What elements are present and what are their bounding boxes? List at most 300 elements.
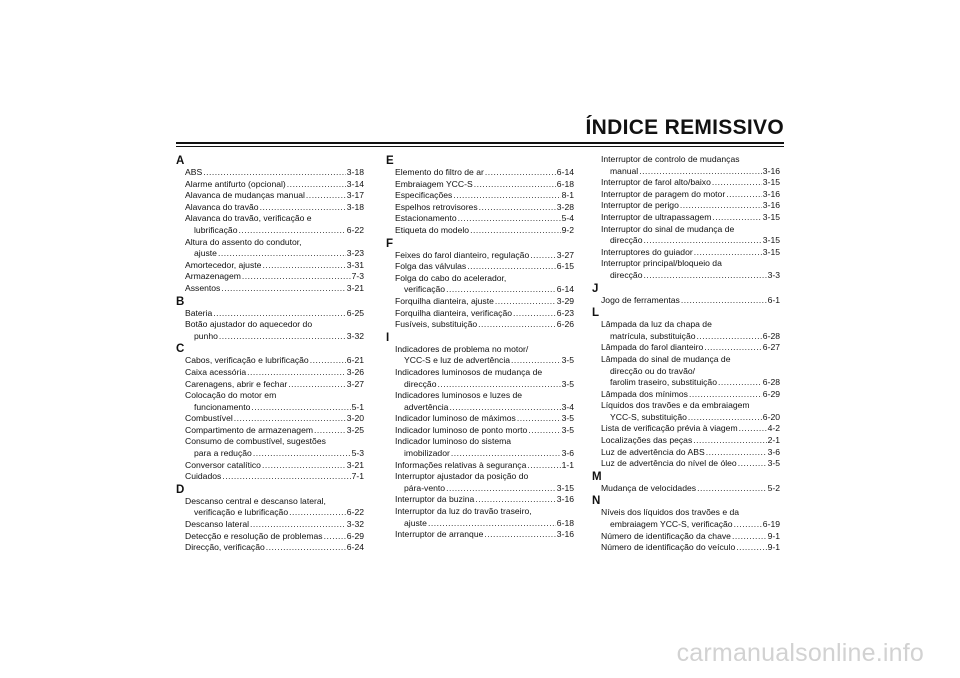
index-entry-text: Mudança de velocidades [601, 482, 697, 493]
dot-leader [428, 518, 556, 530]
dot-leader [446, 483, 556, 495]
dot-leader [453, 190, 560, 202]
index-column-3 [592, 154, 780, 554]
dot-leader [643, 270, 766, 282]
index-entry [386, 367, 574, 390]
index-entry-text: Interruptores do guiador [601, 246, 693, 257]
index-entry [592, 400, 780, 423]
index-entry [592, 295, 780, 307]
index-entry [176, 436, 364, 459]
index-entry-text: Luz de advertência do ABS [601, 446, 705, 457]
index-entry [592, 258, 780, 281]
dot-leader [485, 167, 556, 179]
page-title: ÍNDICE REMISSIVO [585, 116, 784, 139]
index-entry-text: Lâmpada do sinal de mudança de [601, 353, 731, 364]
index-entry [176, 379, 364, 391]
index-entry-text: Indicador luminoso de máximos [395, 413, 516, 424]
index-column-1 [176, 154, 364, 554]
index-entry-text: Folga das válvulas [395, 261, 467, 272]
index-letter: I [386, 331, 390, 344]
index-page-number: 3-28 [556, 201, 574, 212]
index-page-number: 7-1 [351, 471, 364, 482]
index-page-number: 3-14 [346, 178, 364, 189]
index-entry-text: Espelhos retrovisores [395, 201, 478, 212]
index-entry [176, 471, 364, 483]
dot-leader [446, 284, 556, 296]
index-entry [592, 342, 780, 354]
index-page-number: 3-18 [346, 167, 364, 177]
index-letter: L [592, 307, 600, 320]
dot-leader [221, 283, 345, 295]
index-column-2 [386, 154, 574, 541]
index-page-number: 3-26 [346, 366, 364, 377]
index-entry-text: YCC-S e luz de advertência [404, 355, 511, 366]
dot-leader [234, 413, 346, 425]
index-page-number: 3-16 [556, 494, 574, 505]
dot-leader [511, 355, 561, 367]
index-page-number: 3-16 [762, 165, 780, 176]
index-entry [386, 308, 574, 320]
dot-leader [458, 213, 561, 225]
index-entry-text: matrícula, substituição [610, 330, 696, 341]
index-page-number: 9-1 [767, 542, 780, 553]
index-page-number: 3-27 [556, 249, 574, 260]
index-entry-text: Número de identificação da chave [601, 530, 731, 541]
index-entry-text: Interruptor principal/bloqueio da [601, 258, 722, 269]
index-letter: C [176, 343, 185, 356]
index-entry [386, 319, 574, 331]
dot-leader [470, 225, 561, 237]
index-page-number: 3-5 [561, 355, 574, 366]
index-page-number: 3-6 [561, 448, 574, 459]
index-page-number: 6-29 [346, 530, 364, 541]
index-page-number: 3-16 [762, 200, 780, 211]
index-page-number: 3-6 [767, 446, 780, 457]
dot-leader [688, 412, 762, 424]
index-entry [386, 344, 574, 367]
index-entry-text: Elemento do filtro de ar [395, 167, 484, 177]
index-letter: D [176, 483, 185, 496]
index-page-number: 3-15 [762, 211, 780, 222]
index-entry-text: Embraiagem YCC-S [395, 178, 473, 189]
index-page-number: 6-28 [762, 330, 780, 341]
dot-leader [736, 542, 766, 554]
index-entry-text: Especificações [395, 190, 453, 201]
index-entry [592, 542, 780, 554]
index-page-number: 3-15 [762, 235, 780, 246]
index-entry-text: Feixes do farol dianteiro, regulação [395, 249, 530, 260]
index-entry [592, 507, 780, 530]
index-entry [176, 413, 364, 425]
index-entry-text: Descanso central e descanso lateral, [185, 495, 326, 506]
dot-leader [287, 179, 346, 191]
index-entry [386, 494, 574, 506]
dot-leader [712, 212, 761, 224]
index-entry [386, 296, 574, 308]
index-entry-text: Luz de advertência do nível de óleo [601, 458, 737, 469]
dot-leader [704, 342, 762, 354]
index-page-number: 3-21 [346, 282, 364, 293]
dot-leader [262, 260, 345, 272]
index-entry-text: Lâmpada da luz da chapa de [601, 319, 712, 330]
index-entry [592, 177, 780, 189]
dot-leader [734, 519, 762, 531]
index-entry-text: Interruptor de ultrapassagem [601, 211, 712, 222]
index-entry [176, 190, 364, 202]
index-entry-text: Colocação do motor em [185, 390, 277, 401]
index-entry-text: pára-vento [404, 482, 446, 493]
index-page-number: 9-1 [767, 530, 780, 541]
index-entry-text: Folga do cabo do acelerador, [395, 272, 507, 283]
index-page-number: 6-19 [762, 519, 780, 530]
dot-leader [238, 225, 345, 237]
index-entry-text: Lista de verificação prévia à viagem [601, 423, 738, 434]
index-page-number: 3-31 [346, 259, 364, 270]
dot-leader [260, 202, 346, 214]
dot-leader [289, 507, 346, 519]
index-page-number: 3-16 [762, 188, 780, 199]
dot-leader [694, 247, 762, 259]
index-entry-text: Interruptor de controlo de mudanças [601, 154, 740, 164]
dot-leader [250, 519, 346, 531]
index-entry-text: Interruptor da luz do travão traseiro, [395, 506, 532, 517]
index-entry [386, 425, 574, 437]
index-page-number: 3-15 [762, 246, 780, 257]
dot-leader [726, 189, 762, 201]
index-entry [176, 213, 364, 236]
index-entry-text: Detecção e resolução de problemas [185, 530, 323, 541]
index-entry-text: Informações relativas à segurança [395, 459, 527, 470]
index-entry-text: para a redução [194, 448, 252, 459]
dot-leader [527, 460, 560, 472]
dot-leader [643, 235, 761, 247]
index-page-number: 6-14 [556, 284, 574, 295]
index-entry-text: Armazenagem [185, 271, 241, 282]
dot-leader [495, 296, 556, 308]
index-entry [386, 190, 574, 202]
dot-leader [697, 331, 762, 343]
index-entry-text: Compartimento de armazenagem [185, 424, 314, 435]
index-page-number: 5-1 [351, 401, 364, 412]
index-entry [592, 200, 780, 212]
index-entry-text: Carenagens, abrir e fechar [185, 378, 288, 389]
dot-leader [706, 447, 767, 459]
index-entry-text: Conversor catalítico [185, 459, 261, 470]
index-page-number: 3-5 [561, 378, 574, 389]
dot-leader [218, 248, 346, 260]
index-entry-text: direcção [404, 378, 437, 389]
title-rule-thin [176, 146, 784, 147]
index-entry [386, 273, 574, 296]
index-entry-text: Interruptor da buzina [395, 494, 475, 505]
dot-leader [251, 402, 350, 414]
index-entry-text: Indicador luminoso do sistema [395, 436, 512, 447]
index-page-number: 3-32 [346, 519, 364, 530]
dot-leader [528, 425, 560, 437]
index-page-number: 6-22 [346, 507, 364, 518]
dot-leader [739, 423, 767, 435]
index-entry [176, 519, 364, 531]
index-entry-text: Interruptor do sinal de mudança de [601, 223, 735, 234]
index-page-number: 6-29 [762, 388, 780, 399]
dot-leader [639, 166, 762, 178]
index-entry-text: Etiqueta do modelo [395, 224, 470, 235]
index-page-number: 3-16 [556, 529, 574, 540]
index-page-number: 4-2 [767, 423, 780, 434]
index-entry [386, 390, 574, 413]
index-entry [592, 247, 780, 259]
index-entry-text: Cuidados [185, 471, 222, 482]
dot-leader [689, 389, 762, 401]
index-entry-text: Estacionamento [395, 213, 457, 224]
dot-leader [222, 471, 350, 483]
index-entry-text: imobilizador [404, 448, 450, 459]
index-entry-text: Alavanca de mudanças manual [185, 190, 305, 201]
index-letter: A [176, 155, 185, 167]
index-page-number: 2-1 [767, 435, 780, 446]
index-entry-text: advertência [404, 401, 449, 412]
index-entry [176, 425, 364, 437]
dot-leader [475, 494, 555, 506]
index-entry-text: Descanso lateral [185, 519, 250, 530]
dot-leader [310, 355, 346, 367]
index-entry [386, 261, 574, 273]
index-entry [592, 483, 780, 495]
dot-leader [478, 319, 556, 331]
index-entry [176, 531, 364, 543]
index-page-number: 3-32 [346, 330, 364, 341]
index-page-number: 5-2 [767, 482, 780, 493]
dot-leader [712, 177, 762, 189]
index-entry-text: Direcção, verificação [185, 542, 265, 553]
dot-leader [513, 308, 556, 320]
dot-leader [203, 167, 346, 179]
index-entry-text: Lâmpada do farol dianteiro [601, 342, 704, 353]
index-page-number: 7-3 [351, 271, 364, 282]
index-page-number: 3-29 [556, 295, 574, 306]
dot-leader [681, 295, 767, 307]
index-page-number: 6-28 [762, 377, 780, 388]
index-page-number: 3-17 [346, 190, 364, 201]
index-entry-text: ajuste [194, 248, 217, 259]
index-entry-text: Forquilha dianteira, verificação [395, 307, 513, 318]
dot-leader [324, 531, 346, 543]
index-page-number: 6-18 [556, 178, 574, 189]
index-entry [176, 179, 364, 191]
index-page-number: 3-3 [767, 269, 780, 280]
index-entry [386, 179, 574, 191]
index-entry [176, 167, 364, 179]
index-page-number: 6-20 [762, 411, 780, 422]
index-entry [592, 447, 780, 459]
index-entry-text: Lâmpada dos mínimos [601, 388, 688, 399]
index-page-number: 9-2 [561, 224, 574, 235]
index-entry [592, 531, 780, 543]
index-entry-text: Alarme antifurto (opcional) [185, 178, 286, 189]
index-entry [592, 389, 780, 401]
index-entry [176, 542, 364, 554]
index-entry [592, 319, 780, 342]
index-page-number: 3-5 [767, 458, 780, 469]
index-page-number: 3-18 [346, 201, 364, 212]
index-page-number: 6-18 [556, 517, 574, 528]
dot-leader [247, 367, 346, 379]
index-entry-text: embraiagem YCC-S, verificação [610, 519, 733, 530]
dot-leader [718, 377, 762, 389]
index-entry-text: Amortecedor, ajuste [185, 259, 262, 270]
index-entry-text: Alavanca do travão, verificação e [185, 213, 312, 224]
index-entry-text: Indicadores luminosos e luzes de [395, 390, 523, 401]
index-entry-text: Interruptor ajustador da posição do [395, 471, 529, 482]
dot-leader [219, 331, 346, 343]
index-entry-text: direcção ou do travão/ [610, 365, 696, 376]
index-entry [386, 213, 574, 225]
index-entry [176, 202, 364, 214]
index-entry [176, 283, 364, 295]
index-entry [592, 224, 780, 247]
index-entry [176, 260, 364, 272]
index-entry [386, 413, 574, 425]
dot-leader [451, 448, 561, 460]
index-entry [176, 355, 364, 367]
index-entry-text: Fusíveis, substituição [395, 319, 478, 330]
index-entry-text: direcção [610, 235, 643, 246]
index-page-number: 6-25 [346, 307, 364, 318]
watermark: carmanualsonline.info [676, 639, 924, 667]
index-entry [386, 225, 574, 237]
dot-leader [437, 379, 560, 391]
index-entry-text: Bateria [185, 307, 213, 318]
index-page-number: 3-5 [561, 424, 574, 435]
index-page-number: 3-4 [561, 401, 574, 412]
index-entry-text: Interruptor de arranque [395, 529, 484, 540]
index-entry [176, 308, 364, 320]
index-page-number: 6-27 [762, 342, 780, 353]
index-entry-text: Assentos [185, 282, 221, 293]
index-page-number: 3-21 [346, 459, 364, 470]
index-entry-text: Botão ajustador do aquecedor do [185, 319, 313, 330]
index-page-number: 6-26 [556, 319, 574, 330]
index-page-number: 3-25 [346, 424, 364, 435]
dot-leader [474, 179, 556, 191]
index-entry [592, 423, 780, 435]
index-page-number: 6-1 [767, 294, 780, 305]
index-entry-text: ajuste [404, 517, 427, 528]
index-entry-text: Interruptor de farol alto/baixo [601, 177, 711, 188]
index-page-number: 8-1 [561, 190, 574, 201]
index-entry [386, 529, 574, 541]
index-letter: M [592, 470, 602, 483]
index-entry-text: Caixa acessória [185, 366, 247, 377]
title-rule [176, 142, 784, 144]
index-entry-text: Forquilha dianteira, ajuste [395, 295, 494, 306]
index-entry [386, 436, 574, 459]
index-page-number: 3-5 [561, 413, 574, 424]
index-entry-text: Indicador luminoso de ponto morto [395, 424, 528, 435]
index-entry [386, 167, 574, 179]
index-entry [176, 271, 364, 283]
index-letter: J [592, 282, 599, 295]
index-entry-text: Líquidos dos travões e da embraiagem [601, 400, 750, 411]
index-entry-text: Indicadores de problema no motor/ [395, 343, 529, 354]
index-entry [386, 202, 574, 214]
index-page-number: 3-27 [346, 378, 364, 389]
index-entry [592, 458, 780, 470]
index-page-number: 3-15 [762, 177, 780, 188]
dot-leader [697, 483, 767, 495]
index-entry [592, 435, 780, 447]
dot-leader [479, 202, 556, 214]
index-entry-text: Altura do assento do condutor, [185, 236, 302, 247]
dot-leader [306, 190, 346, 202]
index-page-number: 6-22 [346, 224, 364, 235]
index-entry-text: funcionamento [194, 401, 251, 412]
index-entry [592, 189, 780, 201]
index-entry-text: verificação [404, 284, 446, 295]
index-entry [176, 319, 364, 342]
index-entry-text: Localizações das peças [601, 435, 693, 446]
index-letter: F [386, 237, 394, 250]
index-entry-text: verificação e lubrificação [194, 507, 289, 518]
index-page-number: 6-15 [556, 261, 574, 272]
index-entry [386, 506, 574, 529]
index-page-number: 1-1 [561, 459, 574, 470]
dot-leader [680, 200, 762, 212]
dot-leader [467, 261, 556, 273]
index-entry [176, 367, 364, 379]
index-entry-text: lubrificação [194, 224, 238, 235]
dot-leader [213, 308, 346, 320]
dot-leader [449, 402, 560, 414]
index-page-number: 6-24 [346, 542, 364, 553]
index-letter: N [592, 495, 601, 508]
index-entry-text: Interruptor de perigo [601, 200, 679, 211]
index-entry [386, 471, 574, 494]
index-page-number: 5-4 [561, 213, 574, 224]
index-entry [386, 460, 574, 472]
index-letter: E [386, 155, 394, 167]
index-page-number: 6-21 [346, 355, 364, 366]
index-entry [176, 496, 364, 519]
index-page-number: 6-23 [556, 307, 574, 318]
dot-leader [484, 529, 555, 541]
dot-leader [266, 542, 346, 554]
index-entry-text: punho [194, 330, 218, 341]
index-entry [592, 354, 780, 389]
dot-leader [288, 379, 346, 391]
dot-leader [314, 425, 346, 437]
index-entry [176, 237, 364, 260]
dot-leader [517, 413, 561, 425]
index-page-number: 3-23 [346, 248, 364, 259]
index-entry-text: Indicadores luminosos de mudança de [395, 366, 543, 377]
index-entry-text: YCC-S, substituição [610, 411, 687, 422]
index-entry-text: direcção [610, 269, 643, 280]
index-page-number: 5-3 [351, 448, 364, 459]
index-entry-text: manual [610, 165, 639, 176]
index-entry-text: Cabos, verificação e lubrificação [185, 355, 309, 366]
index-entry [176, 460, 364, 472]
index-entry-text: ABS [185, 167, 203, 177]
index-entry [176, 390, 364, 413]
index-page-number: 3-15 [556, 482, 574, 493]
dot-leader [242, 271, 351, 283]
index-entry [592, 154, 780, 177]
index-entry-text: Consumo de combustível, sugestões [185, 436, 326, 447]
index-entry-text: Jogo de ferramentas [601, 294, 680, 305]
index-entry-text: Combustível [185, 413, 233, 424]
index-entry-text: Número de identificação do veículo [601, 542, 736, 553]
